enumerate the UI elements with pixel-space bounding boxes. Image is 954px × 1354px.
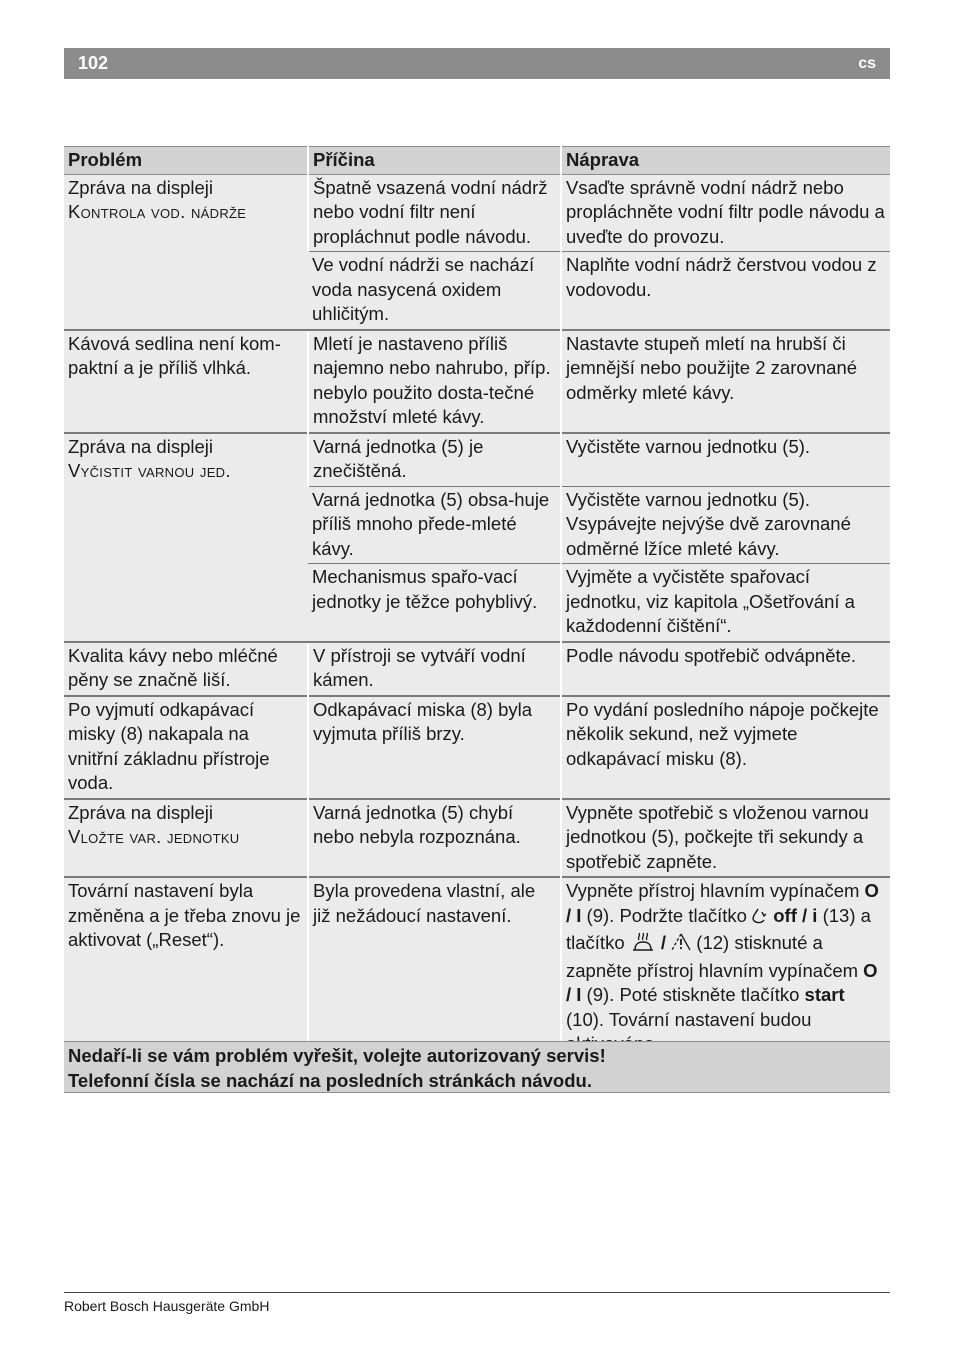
problem-text: Zpráva na displeji <box>68 435 213 457</box>
remedy-cell: Vyčistěte varnou jednotku (5). Vsypávejte nejvýše dvě zarovnané odměrné lžíce mleté kávy. <box>561 486 890 564</box>
warning-icon <box>671 932 691 959</box>
table-row <box>64 877 890 1059</box>
table-row <box>64 696 890 799</box>
problem-text: Zpráva na displeji <box>68 176 213 198</box>
table-row <box>64 174 890 252</box>
remedy-cell: Podle návodu spotřebič odvápněte. <box>561 642 890 696</box>
remedy-cell: Vyčistěte varnou jednotku (5). <box>561 433 890 487</box>
remedy-text: (13) a tlačítko <box>566 904 871 953</box>
remedy-cell: Vypněte spotřebič s vloženou varnou jednotkou (5), počkejte tři sekundy a spotřebič zapněte. <box>561 799 890 878</box>
cause-cell: Odkapávací miska (8) byla vyjmuta příliš brzy. <box>308 696 561 799</box>
cause-cell: Mletí je nastaveno příliš najemno nebo nahrubo, příp. nebylo použito dosta-tečné množství mleté kávy. <box>308 330 561 433</box>
header-problem: Problém <box>64 147 308 175</box>
service-note-line: Telefonní čísla se nachází na posledních stránkách návodu. <box>68 1069 592 1091</box>
remedy-cell: Vypněte přístroj hlavním vypínačem O / I (9). Podržte tlačítko off / i (13) a tlačítko / (12) stisknuté a zapněte přístroj hlavním vypínačem O / I (9). Poté stiskněte tlačítko start (10). Tovární nastavení budou <box>561 877 890 1059</box>
troubleshooting-table <box>64 146 890 1059</box>
off-button-label: off / i <box>773 904 818 926</box>
cause-cell: Ve vodní nádrži se nachází voda nasycená oxidem uhličitým. <box>308 252 561 330</box>
cause-cell: Mechanismus spařo-vací jednotky je těžce pohyblivý. <box>308 564 561 642</box>
display-message: Vložte var. jednotku <box>68 826 240 847</box>
remedy-cell: Vsaďte správně vodní nádrž nebo propláchněte vodní filtr podle návodu a uveďte do provozu. <box>561 174 890 252</box>
problem-cell: Po vyjmutí odkapávací misky (8) nakapala na vnitřní základnu přístroje voda. <box>64 696 308 799</box>
problem-cell <box>64 174 308 330</box>
language-code: cs <box>858 54 876 72</box>
remedy-cell: Naplňte vodní nádrž čerstvou vodou z vodovodu. <box>561 252 890 330</box>
cause-cell: Špatně vsazená vodní nádrž nebo vodní filtr není propláchnut podle návodu. <box>308 174 561 252</box>
problem-cell: Kvalita kávy nebo mléčné pěny se značně liší. <box>64 642 308 696</box>
header-cause: Příčina <box>308 147 561 175</box>
cause-cell: Varná jednotka (5) obsa-huje příliš mnoho přede-mleté kávy. <box>308 486 561 564</box>
table-row <box>64 433 890 487</box>
main-switch-label: O / I <box>566 959 878 1005</box>
descale-icon <box>752 907 768 932</box>
company-name: Robert Bosch Hausgeräte GmbH <box>64 1298 270 1314</box>
table-row <box>64 799 890 878</box>
service-note <box>64 1041 890 1093</box>
start-button-label: start <box>804 984 845 1005</box>
remedy-text: (12) stisknuté a zapněte přístroj hlavním vypínačem <box>566 932 864 981</box>
table-row <box>64 330 890 433</box>
problem-cell <box>64 433 308 642</box>
remedy-cell: Nastavte stupeň mletí na hrubší či jemnější nebo použijte 2 zarovnané odměrky mleté kávy. <box>561 330 890 433</box>
remedy-text: Vypněte přístroj hlavním vypínačem <box>566 880 865 901</box>
table-header-row <box>64 147 890 175</box>
footer-divider <box>64 1292 890 1293</box>
table-row <box>64 642 890 696</box>
remedy-text: (9). Poté stiskněte tlačítko <box>581 984 805 1005</box>
remedy-text: (10). Tovární nastavení budou <box>566 1008 812 1030</box>
remedy-cell: Vyjměte a vyčistěte spařovací jednotku, viz kapitola „Ošetřování a každodenní čištění“. <box>561 564 890 642</box>
problem-text: Zpráva na displeji <box>68 801 213 823</box>
main-switch-label: O / I <box>566 880 879 926</box>
page-number: 102 <box>78 53 109 73</box>
cause-cell: Varná jednotka (5) chybí nebo nebyla rozpoznána. <box>308 799 561 878</box>
problem-cell: Tovární nastavení byla změněna a je třeba znovu je aktivovat („Reset“). <box>64 877 308 1059</box>
display-message: Kontrola vod. nádrže <box>68 201 247 222</box>
header-remedy: Náprava <box>561 147 890 175</box>
display-message: Vyčistit varnou jed. <box>68 460 231 481</box>
remedy-text: (9). Podržte tlačítko <box>581 904 753 926</box>
cause-cell: Byla provedena vlastní, ale již nežádoucí nastavení. <box>308 877 561 1059</box>
problem-cell: Kávová sedlina není kom-paktní a je příliš vlhká. <box>64 330 308 433</box>
cause-cell: Varná jednotka (5) je znečištěná. <box>308 433 561 487</box>
page-header-bar <box>64 48 890 79</box>
service-note-line: Nedaří-li se vám problém vyřešit, volejte autorizovaný servis! <box>68 1045 606 1066</box>
remedy-cell: Po vydání posledního nápoje počkejte několik sekund, než vyjmete odkapávací misku (8). <box>561 696 890 799</box>
problem-cell <box>64 799 308 878</box>
cause-cell: V přístroji se vytváří vodní kámen. <box>308 642 561 696</box>
steam-icon <box>630 932 656 959</box>
